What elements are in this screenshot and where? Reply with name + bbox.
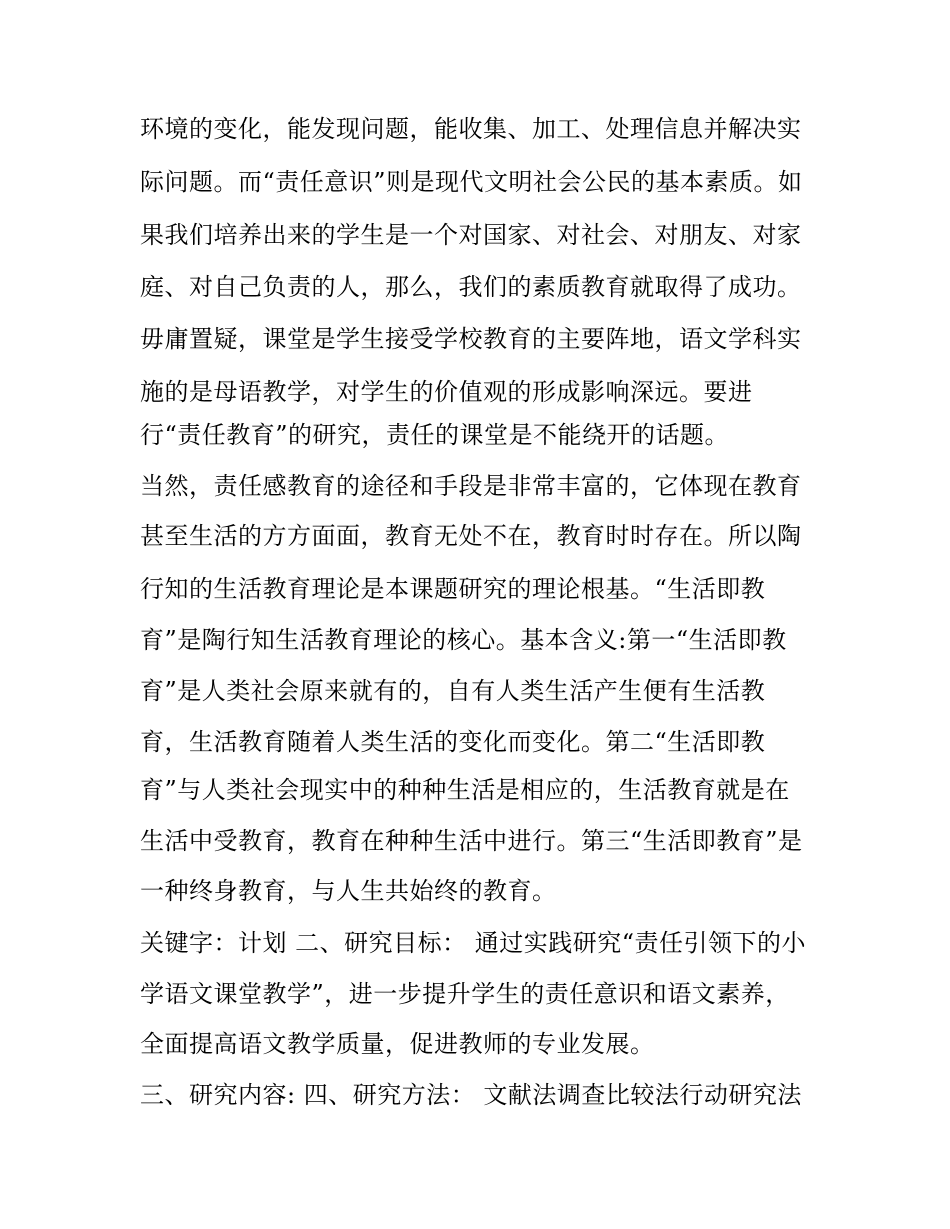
text-line: 生活中受教育，教育在种种生活中进行。第三“生活即教育”是 xyxy=(140,827,803,855)
text-line: 果我们培养出来的学生是一个对国家、对社会、对朋友、对家 xyxy=(140,221,802,249)
text-line: 三、研究内容: 四、研究方法： 文献法调查比较法行动研究法 xyxy=(140,1081,802,1109)
text-line: 环境的变化，能发现问题，能收集、加工、处理信息并解决实 xyxy=(140,115,802,143)
text-line: 毋庸置疑，课堂是学生接受学校教育的主要阵地，语文学科实 xyxy=(140,325,802,353)
text-line: 庭、对自己负责的人，那么，我们的素质教育就取得了成功。 xyxy=(140,273,802,301)
text-line: 关键字：计划 二、研究目标： 通过实践研究“责任引领下的小 xyxy=(140,929,807,957)
text-line: 当然，责任感教育的途径和手段是非常丰富的，它体现在教育 xyxy=(140,472,802,500)
text-line: 甚至生活的方方面面，教育无处不在，教育时时存在。所以陶 xyxy=(140,522,802,550)
text-line: 育，生活教育随着人类生活的变化而变化。第二“生活即教 xyxy=(140,728,766,756)
text-line: 育”是陶行知生活教育理论的核心。基本含义:第一“生活即教 xyxy=(140,626,787,654)
text-line: 际问题。而“责任意识”则是现代文明社会公民的基本素质。如 xyxy=(140,168,803,196)
text-line: 育”是人类社会原来就有的，自有人类生活产生便有生活教 xyxy=(140,677,766,705)
text-line: 行知的生活教育理论是本课题研究的理论根基。“生活即教 xyxy=(140,575,766,603)
text-line: 行“责任教育”的研究，责任的课堂是不能绕开的话题。 xyxy=(140,421,730,449)
text-line: 育”与人类社会现实中的种种生活是相应的，生活教育就是在 xyxy=(140,776,790,804)
text-line: 全面提高语文教学质量，促进教师的专业发展。 xyxy=(140,1030,655,1058)
text-line: 学语文课堂教学”，进一步提升学生的责任意识和语文素养， xyxy=(140,980,790,1008)
text-line: 施的是母语教学，对学生的价值观的形成影响深远。要进 xyxy=(140,378,753,406)
text-line: 一种终身教育，与人生共始终的教育。 xyxy=(140,877,557,905)
